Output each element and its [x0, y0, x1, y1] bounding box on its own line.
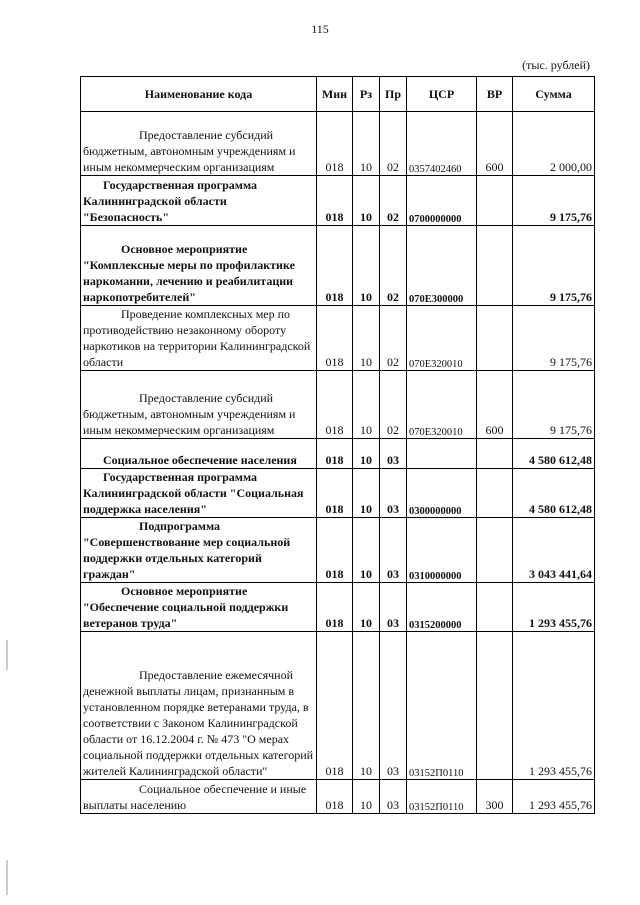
units-label: (тыс. рублей) — [522, 58, 590, 72]
budget-table — [80, 76, 595, 814]
row-vr — [477, 469, 513, 518]
row-csr: 0310000000 — [407, 518, 477, 583]
row-min: 018 — [317, 306, 353, 371]
row-csr: 0315200000 — [407, 583, 477, 632]
row-name: Государственная программа Калининградской области "Социальная поддержка населения" — [81, 469, 317, 518]
row-pr: 02 — [380, 176, 407, 226]
row-min: 018 — [317, 632, 353, 780]
row-min: 018 — [317, 518, 353, 583]
row-sum: 4 580 612,48 — [513, 469, 595, 518]
row-rz: 10 — [353, 780, 380, 814]
table-header-row — [81, 77, 595, 112]
row-csr: 0700000000 — [407, 176, 477, 226]
table-row — [81, 112, 595, 176]
row-rz: 10 — [353, 518, 380, 583]
row-vr — [477, 583, 513, 632]
row-pr: 03 — [380, 632, 407, 780]
row-min: 018 — [317, 112, 353, 176]
header-csr: ЦСР — [407, 77, 477, 112]
header-name: Наименование кода — [81, 77, 317, 112]
table-row — [81, 439, 595, 469]
row-vr — [477, 306, 513, 371]
row-csr — [407, 439, 477, 469]
row-sum: 1 293 455,76 — [513, 583, 595, 632]
row-sum: 1 293 455,76 — [513, 780, 595, 814]
row-name: Предоставление субсидий бюджетным, автономным учреждениям и иным некоммерческим организациям — [81, 112, 317, 176]
row-min: 018 — [317, 176, 353, 226]
row-rz: 10 — [353, 439, 380, 469]
row-name: Основное мероприятие "Комплексные меры по профилактике наркомании, лечению и реабилитации наркопотребителей" — [81, 226, 317, 306]
table-row — [81, 469, 595, 518]
header-rz: Рз — [353, 77, 380, 112]
row-csr: 0357402460 — [407, 112, 477, 176]
row-vr — [477, 439, 513, 469]
row-pr: 03 — [380, 780, 407, 814]
row-sum: 9 175,76 — [513, 176, 595, 226]
row-sum: 3 043 441,64 — [513, 518, 595, 583]
row-pr: 03 — [380, 518, 407, 583]
row-sum: 2 000,00 — [513, 112, 595, 176]
row-vr — [477, 226, 513, 306]
row-name: Социальное обеспечение населения — [81, 439, 317, 469]
row-name: Основное мероприятие "Обеспечение социальной поддержки ветеранов труда" — [81, 583, 317, 632]
row-name: Государственная программа Калининградской области "Безопасность" — [81, 176, 317, 226]
row-sum: 1 293 455,76 — [513, 632, 595, 780]
scan-artifact — [6, 640, 8, 670]
row-rz: 10 — [353, 469, 380, 518]
row-name: Проведение комплексных мер по противодействию незаконному обороту наркотиков на территории Калининградской области — [81, 306, 317, 371]
row-sum: 9 175,76 — [513, 226, 595, 306]
row-rz: 10 — [353, 583, 380, 632]
row-vr: 600 — [477, 112, 513, 176]
row-min: 018 — [317, 371, 353, 439]
table-row — [81, 780, 595, 814]
row-pr: 03 — [380, 439, 407, 469]
row-csr: 03152П0110 — [407, 780, 477, 814]
row-csr: 0300000000 — [407, 469, 477, 518]
row-rz: 10 — [353, 371, 380, 439]
row-min: 018 — [317, 469, 353, 518]
row-rz: 10 — [353, 112, 380, 176]
header-min: Мин — [317, 77, 353, 112]
table-row — [81, 176, 595, 226]
row-vr — [477, 518, 513, 583]
row-min: 018 — [317, 780, 353, 814]
row-pr: 02 — [380, 371, 407, 439]
row-sum: 9 175,76 — [513, 306, 595, 371]
row-min: 018 — [317, 583, 353, 632]
row-vr — [477, 176, 513, 226]
row-pr: 02 — [380, 226, 407, 306]
row-name: Социальное обеспечение и иные выплаты населению — [81, 780, 317, 814]
row-sum: 4 580 612,48 — [513, 439, 595, 469]
row-vr: 600 — [477, 371, 513, 439]
row-rz: 10 — [353, 632, 380, 780]
row-vr — [477, 632, 513, 780]
row-min: 018 — [317, 439, 353, 469]
row-vr: 300 — [477, 780, 513, 814]
row-csr: 03152П0110 — [407, 632, 477, 780]
row-csr: 070Е300000 — [407, 226, 477, 306]
row-pr: 02 — [380, 306, 407, 371]
scan-artifact — [6, 860, 8, 895]
page-number: 115 — [311, 22, 329, 36]
row-pr: 03 — [380, 583, 407, 632]
header-sum: Сумма — [513, 77, 595, 112]
header-pr: Пр — [380, 77, 407, 112]
table-row — [81, 518, 595, 583]
row-csr: 070Е320010 — [407, 306, 477, 371]
row-name: Предоставление субсидий бюджетным, автономным учреждениям и иным некоммерческим организациям — [81, 371, 317, 439]
table-row — [81, 306, 595, 371]
row-pr: 02 — [380, 112, 407, 176]
row-min: 018 — [317, 226, 353, 306]
header-vr: ВР — [477, 77, 513, 112]
table-row — [81, 632, 595, 780]
row-sum: 9 175,76 — [513, 371, 595, 439]
row-name: Подпрограмма "Совершенствование мер социальной поддержки отдельных категорий граждан" — [81, 518, 317, 583]
row-pr: 03 — [380, 469, 407, 518]
row-csr: 070Е320010 — [407, 371, 477, 439]
row-rz: 10 — [353, 306, 380, 371]
row-name: Предоставление ежемесячной денежной выплаты лицам, признанным в установленном порядке ветеранами труда, в соответствии с Законом Калининградской области от 16.12.2004 г. № 473 "О мерах социальной поддержки отдельных категорий жителей Калининградской области" — [81, 632, 317, 780]
row-rz: 10 — [353, 226, 380, 306]
table-row — [81, 583, 595, 632]
table-row — [81, 371, 595, 439]
table-row — [81, 226, 595, 306]
row-rz: 10 — [353, 176, 380, 226]
